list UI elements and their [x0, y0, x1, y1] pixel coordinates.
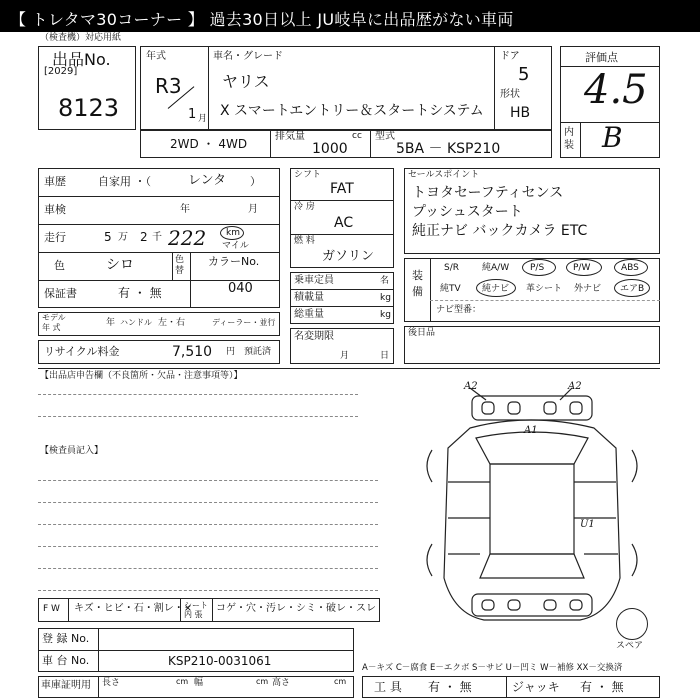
inspection-month-unit: 月: [248, 204, 258, 215]
lot-label: 出品No.: [52, 50, 111, 69]
year-era: R3: [155, 74, 182, 98]
later-box: [404, 326, 660, 364]
mileage-man-unit: 万: [118, 232, 128, 243]
equipment-label: 装備: [412, 269, 423, 298]
cert-height: 高さ: [272, 678, 291, 688]
fw-label: F W: [43, 604, 60, 614]
color-label: 色: [54, 259, 65, 272]
weight-label: 総重量: [294, 309, 324, 320]
tools-label: 工 具: [374, 680, 402, 694]
interior-value: B: [602, 121, 623, 154]
chassis-label: 車 台 No.: [42, 654, 90, 667]
recycle-label: リサイクル料金: [44, 345, 120, 358]
seat-text: コゲ・穴・汚レ・シミ・破レ・スレ: [216, 603, 376, 614]
equip-ps: P/S: [530, 263, 545, 273]
score-label: 評価点: [585, 51, 618, 64]
inspection-year-unit: 年: [180, 204, 190, 215]
model-label: 車名・グレード: [213, 51, 283, 62]
shape-label: 形状: [500, 89, 520, 100]
tools-value: 有 ・ 無: [428, 680, 472, 694]
cert-label: 車庫証明用: [41, 680, 91, 691]
capacity-unit: 名: [380, 276, 390, 286]
inspection-label: 車検: [44, 203, 66, 216]
sales-line-3: 純正ナビ バックカメラ ETC: [412, 223, 588, 239]
equip-extnavi: 外ナビ: [574, 284, 602, 294]
year-label: 年式: [146, 51, 166, 62]
mileage-sen: 2: [140, 230, 148, 244]
year-month-unit: 月: [198, 114, 208, 124]
doors-value: 5: [518, 64, 530, 85]
handle-value: 左・右: [158, 318, 186, 328]
ac-label: 冷 房: [294, 202, 315, 212]
model-year-unit: 年: [106, 318, 116, 328]
equip-aw: 純A/W: [482, 263, 510, 273]
cert-length-unit: cm: [176, 677, 189, 686]
damage-a2-right: A2: [568, 381, 582, 392]
fw-text: キズ・ヒビ・石・割レ・×: [74, 603, 193, 614]
navi-model: ナビ型番：: [436, 305, 482, 315]
jack-label: ジャッキ: [512, 680, 560, 694]
damage-a1: A1: [524, 425, 538, 436]
spare-tire-icon: [616, 608, 648, 640]
load-label: 積載量: [294, 292, 324, 303]
colorno-label: カラーNo.: [208, 255, 260, 268]
jack-value: 有 ・ 無: [580, 680, 624, 694]
shift-label: シフト: [294, 170, 322, 180]
model-year-label2: 年 式: [42, 323, 61, 332]
damage-a2-left: A2: [464, 381, 478, 392]
equip-navi: 純ナビ: [482, 284, 510, 294]
warranty-value: 有 ・ 無: [118, 286, 162, 300]
change-date-label: 名変期限: [294, 331, 334, 342]
drive-type: 2WD ・ 4WD: [170, 137, 248, 151]
fuel-value: ガソリン: [322, 249, 375, 264]
type-value: 5BA － KSP210: [396, 141, 501, 157]
repaint-label: 色替: [175, 255, 185, 276]
spare-label: スペア: [616, 641, 644, 651]
model-name: ヤリス: [222, 72, 270, 91]
mileage-hand: 222: [168, 226, 207, 250]
later-label: 後日品: [408, 328, 436, 338]
sales-line-2: プッシュスタート: [412, 204, 523, 220]
model-grade: X スマートエントリー＆スタートシステム: [220, 103, 484, 119]
mileage-label: 走行: [44, 231, 66, 244]
warranty-label: 保証書: [44, 287, 77, 300]
chassis-value: KSP210-0031061: [168, 654, 272, 668]
mileage-mile: マイル: [222, 241, 249, 251]
mileage-sen-unit: 千: [152, 232, 162, 243]
car-diagram: [410, 378, 660, 638]
equip-leather: 革シート: [526, 284, 563, 294]
year-month: 1: [188, 107, 197, 122]
mileage-km: km: [226, 228, 240, 238]
colorno-value: 040: [228, 281, 253, 296]
equip-airbag: エアB: [620, 284, 645, 294]
sub-note: （検査機）対応用紙: [40, 33, 122, 43]
sales-label: セールスポイント: [408, 170, 480, 180]
recycle-unit: 円: [226, 347, 236, 357]
interior-label: 内装: [564, 127, 574, 151]
sales-line-1: トヨタセーフティセンス: [412, 185, 564, 201]
doors-label: ドア: [500, 51, 520, 62]
model-year-label1: モデル: [42, 313, 66, 322]
type-label: 型式: [375, 131, 395, 142]
engine-label: 排気量: [275, 131, 305, 142]
banner-title: 【 トレタマ30コーナー 】 過去30日以上 JU岐阜に出品歴がない車両: [0, 0, 700, 32]
change-date-day: 日: [380, 351, 390, 361]
change-date-month: 月: [340, 351, 350, 361]
lot-stamp: [2029]: [44, 66, 78, 77]
cert-width: 幅: [194, 678, 204, 688]
inspector-label: 【検査員記入】: [40, 446, 104, 456]
lot-number: 8123: [58, 94, 120, 122]
shift-value: FAT: [330, 181, 354, 197]
equip-sr: S/R: [444, 263, 459, 273]
score-value: 4.5: [584, 67, 648, 113]
weight-unit: kg: [380, 310, 391, 320]
cert-length: 長さ: [102, 678, 121, 688]
ac-value: AC: [334, 215, 354, 231]
shape-value: HB: [510, 105, 531, 121]
history-close: ）: [250, 175, 261, 188]
equip-abs: ABS: [621, 263, 639, 273]
history-value: レンタ: [188, 173, 227, 188]
history-options: 自家用 ・（: [98, 175, 151, 188]
dealer-label: ディーラー・並行: [212, 318, 276, 327]
damage-u1: U1: [580, 519, 595, 530]
seat-label: シート内 張: [184, 601, 208, 619]
color-value: シロ: [106, 257, 134, 273]
report-label: 【出品店申告欄（不良箇所・欠品・注意事項等）】: [40, 371, 243, 381]
recycle-value: 7,510: [172, 344, 213, 360]
mileage-man: 5: [104, 230, 112, 244]
history-label: 車歴: [44, 175, 66, 188]
capacity-label: 乗車定員: [294, 275, 334, 286]
cert-width-unit: cm: [256, 677, 269, 686]
engine-unit: cc: [352, 131, 362, 141]
equip-tv: 純TV: [440, 284, 461, 294]
fuel-label: 燃 料: [294, 236, 315, 246]
cert-height-unit: cm: [334, 677, 347, 686]
engine-value: 1000: [312, 141, 348, 157]
handle-label: ハンドル: [120, 318, 152, 327]
damage-legend: A－キズ C－腐食 E－エクボ S－サビ U－凹ミ W－補修 XX－交換済: [362, 663, 623, 673]
recycle-note: 預託済: [244, 347, 272, 357]
load-unit: kg: [380, 293, 391, 303]
reg-label: 登 録 No.: [42, 632, 90, 645]
equip-pw: P/W: [573, 263, 591, 273]
